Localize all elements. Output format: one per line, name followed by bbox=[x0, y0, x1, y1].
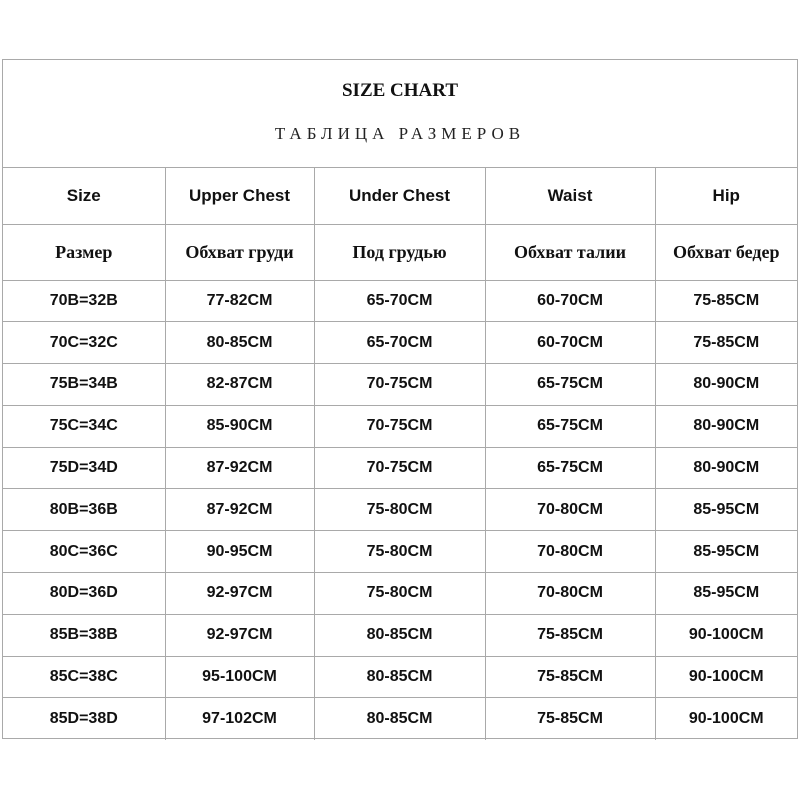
upper-chest-cell: 77-82CM bbox=[165, 280, 314, 322]
waist-cell: 65-75CM bbox=[485, 364, 655, 406]
size-table bbox=[3, 168, 797, 740]
table-row bbox=[3, 531, 797, 573]
upper-chest-cell: 87-92CM bbox=[165, 489, 314, 531]
under-chest-cell: 80-85CM bbox=[314, 698, 485, 740]
waist-cell: 75-85CM bbox=[485, 656, 655, 698]
size-cell: 75C=34C bbox=[3, 405, 165, 447]
table-row bbox=[3, 614, 797, 656]
upper-chest-cell: 92-97CM bbox=[165, 614, 314, 656]
size-cell: 75D=34D bbox=[3, 447, 165, 489]
size-cell: 80C=36C bbox=[3, 531, 165, 573]
upper-chest-cell: 97-102CM bbox=[165, 698, 314, 740]
header-row-ru bbox=[3, 224, 797, 280]
upper-chest-cell: 90-95CM bbox=[165, 531, 314, 573]
upper-chest-cell: 82-87CM bbox=[165, 364, 314, 406]
table-row bbox=[3, 280, 797, 322]
hip-cell: 90-100CM bbox=[655, 614, 797, 656]
under-chest-cell: 65-70CM bbox=[314, 280, 485, 322]
table-row bbox=[3, 656, 797, 698]
title-area bbox=[3, 60, 797, 168]
size-cell: 80D=36D bbox=[3, 573, 165, 615]
table-row bbox=[3, 573, 797, 615]
hip-cell: 80-90CM bbox=[655, 364, 797, 406]
table-row bbox=[3, 698, 797, 740]
size-cell: 85C=38C bbox=[3, 656, 165, 698]
size-chart-table bbox=[2, 59, 798, 739]
size-cell: 75B=34B bbox=[3, 364, 165, 406]
upper-chest-cell: 95-100CM bbox=[165, 656, 314, 698]
size-cell: 85B=38B bbox=[3, 614, 165, 656]
header-under-chest: Under Chest bbox=[314, 168, 485, 224]
table-row bbox=[3, 322, 797, 364]
header-row-en bbox=[3, 168, 797, 224]
size-cell: 80B=36B bbox=[3, 489, 165, 531]
hip-cell: 85-95CM bbox=[655, 489, 797, 531]
hip-cell: 75-85CM bbox=[655, 322, 797, 364]
size-cell: 70C=32C bbox=[3, 322, 165, 364]
hip-cell: 85-95CM bbox=[655, 531, 797, 573]
upper-chest-cell: 87-92CM bbox=[165, 447, 314, 489]
table-row bbox=[3, 405, 797, 447]
under-chest-cell: 70-75CM bbox=[314, 405, 485, 447]
waist-cell: 60-70CM bbox=[485, 322, 655, 364]
under-chest-cell: 75-80CM bbox=[314, 531, 485, 573]
waist-cell: 70-80CM bbox=[485, 573, 655, 615]
waist-cell: 65-75CM bbox=[485, 405, 655, 447]
upper-chest-cell: 80-85CM bbox=[165, 322, 314, 364]
header-upper-chest-ru: Обхват груди bbox=[165, 224, 314, 280]
waist-cell: 70-80CM bbox=[485, 489, 655, 531]
under-chest-cell: 70-75CM bbox=[314, 447, 485, 489]
chart-title: SIZE CHART bbox=[341, 80, 458, 101]
under-chest-cell: 75-80CM bbox=[314, 573, 485, 615]
table-row bbox=[3, 447, 797, 489]
under-chest-cell: 80-85CM bbox=[314, 614, 485, 656]
hip-cell: 80-90CM bbox=[655, 447, 797, 489]
waist-cell: 60-70CM bbox=[485, 280, 655, 322]
size-cell: 85D=38D bbox=[49, 710, 118, 728]
header-waist: Waist bbox=[485, 168, 655, 224]
header-hip-ru: Обхват бедер bbox=[655, 224, 797, 280]
waist-cell: 65-75CM bbox=[485, 447, 655, 489]
waist-cell: 75-85CM bbox=[485, 698, 655, 740]
hip-cell: 90-100CM bbox=[655, 656, 797, 698]
under-chest-cell: 65-70CM bbox=[314, 322, 485, 364]
table-row bbox=[3, 489, 797, 531]
hip-cell: 75-85CM bbox=[655, 280, 797, 322]
chart-subtitle: ТАБЛИЦА РАЗМЕРОВ bbox=[274, 124, 526, 143]
hip-cell: 80-90CM bbox=[655, 405, 797, 447]
hip-cell: 85-95CM bbox=[655, 573, 797, 615]
header-size-ru: Размер bbox=[3, 224, 165, 280]
header-waist-ru: Обхват талии bbox=[485, 224, 655, 280]
waist-cell: 70-80CM bbox=[485, 531, 655, 573]
upper-chest-cell: 85-90CM bbox=[165, 405, 314, 447]
waist-cell: 75-85CM bbox=[485, 614, 655, 656]
under-chest-cell: 70-75CM bbox=[314, 364, 485, 406]
upper-chest-cell: 92-97CM bbox=[165, 573, 314, 615]
table-row bbox=[3, 364, 797, 406]
under-chest-cell: 80-85CM bbox=[314, 656, 485, 698]
header-under-chest-ru: Под грудью bbox=[314, 224, 485, 280]
under-chest-cell: 75-80CM bbox=[314, 489, 485, 531]
header-upper-chest: Upper Chest bbox=[165, 168, 314, 224]
hip-cell: 90-100CM bbox=[655, 698, 797, 740]
header-hip: Hip bbox=[655, 168, 797, 224]
size-cell: 70B=32B bbox=[3, 280, 165, 322]
header-size: Size bbox=[3, 168, 165, 224]
